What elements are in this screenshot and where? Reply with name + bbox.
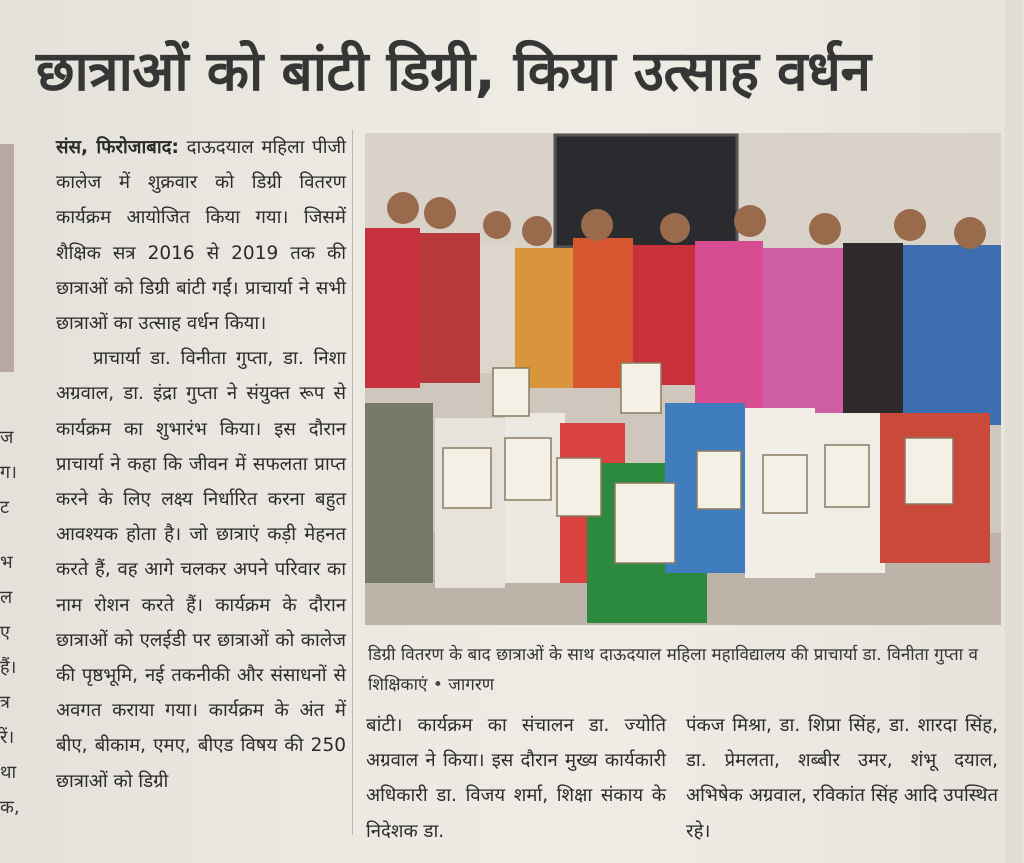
news-photo	[365, 133, 1001, 625]
headline: छात्राओं को बांटी डिग्री, किया उत्साह वर्धन	[36, 39, 871, 103]
column-2-text: बांटी। कार्यक्रम का संचालन डा. ज्योति अग्रवाल ने किया। इस दौरान मुख्य कार्यकारी अधिकारी डा. विजय शर्मा, शिक्षा संकाय के निदेशक डा.	[366, 715, 666, 842]
column-divider	[352, 130, 353, 835]
dateline: संस, फिरोजाबाद:	[56, 137, 179, 158]
paragraph-1-text: दाऊदयाल महिला पीजी कालेज में शुक्रवार को डिग्री वितरण कार्यक्रम आयोजित किया गया। जिसमें शैक्षिक सत्र 2016 से 2019 तक की छात्राओं को डिग्री बांटी गईं। प्राचार्या ने सभी छात्राओं का उत्साह वर्धन किया।	[56, 137, 347, 335]
adjacent-fragment: था	[0, 762, 17, 783]
page-edge-shadow	[1005, 0, 1023, 863]
column-3-text: पंकज मिश्रा, डा. शिप्रा सिंह, डा. शारदा सिंह, डा. प्रेमलता, शब्बीर उमर, शंभू दयाल, अभिषेक अग्रवाल, रविकांत सिंह आदि उपस्थित रहे।	[686, 715, 998, 842]
adjacent-fragment: क,	[0, 797, 20, 818]
caption-separator: •	[432, 675, 443, 695]
group-photo-illustration	[365, 133, 1001, 625]
adjacent-photo-edge	[0, 144, 14, 372]
adjacent-fragment: ग।	[0, 462, 17, 483]
adjacent-fragment: ए	[0, 622, 10, 643]
adjacent-fragment: ल	[0, 587, 13, 608]
paragraph-1	[56, 130, 346, 341]
caption-text: डिग्री वितरण के बाद छात्राओं के साथ दाऊदयाल महिला महाविद्यालय की प्राचार्या डा. विनीता गुप्ता व शिक्षिकाएं	[368, 645, 978, 695]
adjacent-fragment: ट	[0, 497, 10, 518]
paragraph-2: प्राचार्या डा. विनीता गुप्ता, डा. निशा अग्रवाल, डा. इंद्रा गुप्ता ने संयुक्त रूप से कार्यक्रम का शुभारंभ किया। इस दौरान प्राचार्या ने कहा कि जीवन में सफलता प्राप्त करने के लिए लक्ष्य निर्धारित करना बहुत आवश्यक होता है। जो छात्राएं कड़ी मेहनत करते हैं, वह आगे चलकर अपने परिवार का नाम रोशन करते हैं। कार्यक्रम के दौरान छात्राओं को एलईडी पर छात्राओं को कालेज की पृष्ठभूमि, नई तकनीकी और संसाधनों से अवगत कराया गया। कार्यक्रम के अंत में बीए, बीकाम, एमए, बीएड विषय की 250 छात्राओं को डिग्री	[56, 348, 346, 792]
article-column-2	[366, 708, 666, 849]
adjacent-fragment: भ	[0, 552, 13, 573]
adjacent-fragment: ज	[0, 427, 14, 448]
photo-caption	[368, 640, 998, 700]
adjacent-column-strip	[0, 120, 22, 860]
adjacent-fragment: त्र	[0, 692, 10, 713]
article-column-1	[56, 130, 346, 799]
adjacent-fragment: रें।	[0, 727, 15, 748]
photo-credit: जागरण	[448, 675, 495, 695]
adjacent-fragment: हैं।	[0, 657, 17, 678]
article-column-3	[686, 708, 998, 849]
